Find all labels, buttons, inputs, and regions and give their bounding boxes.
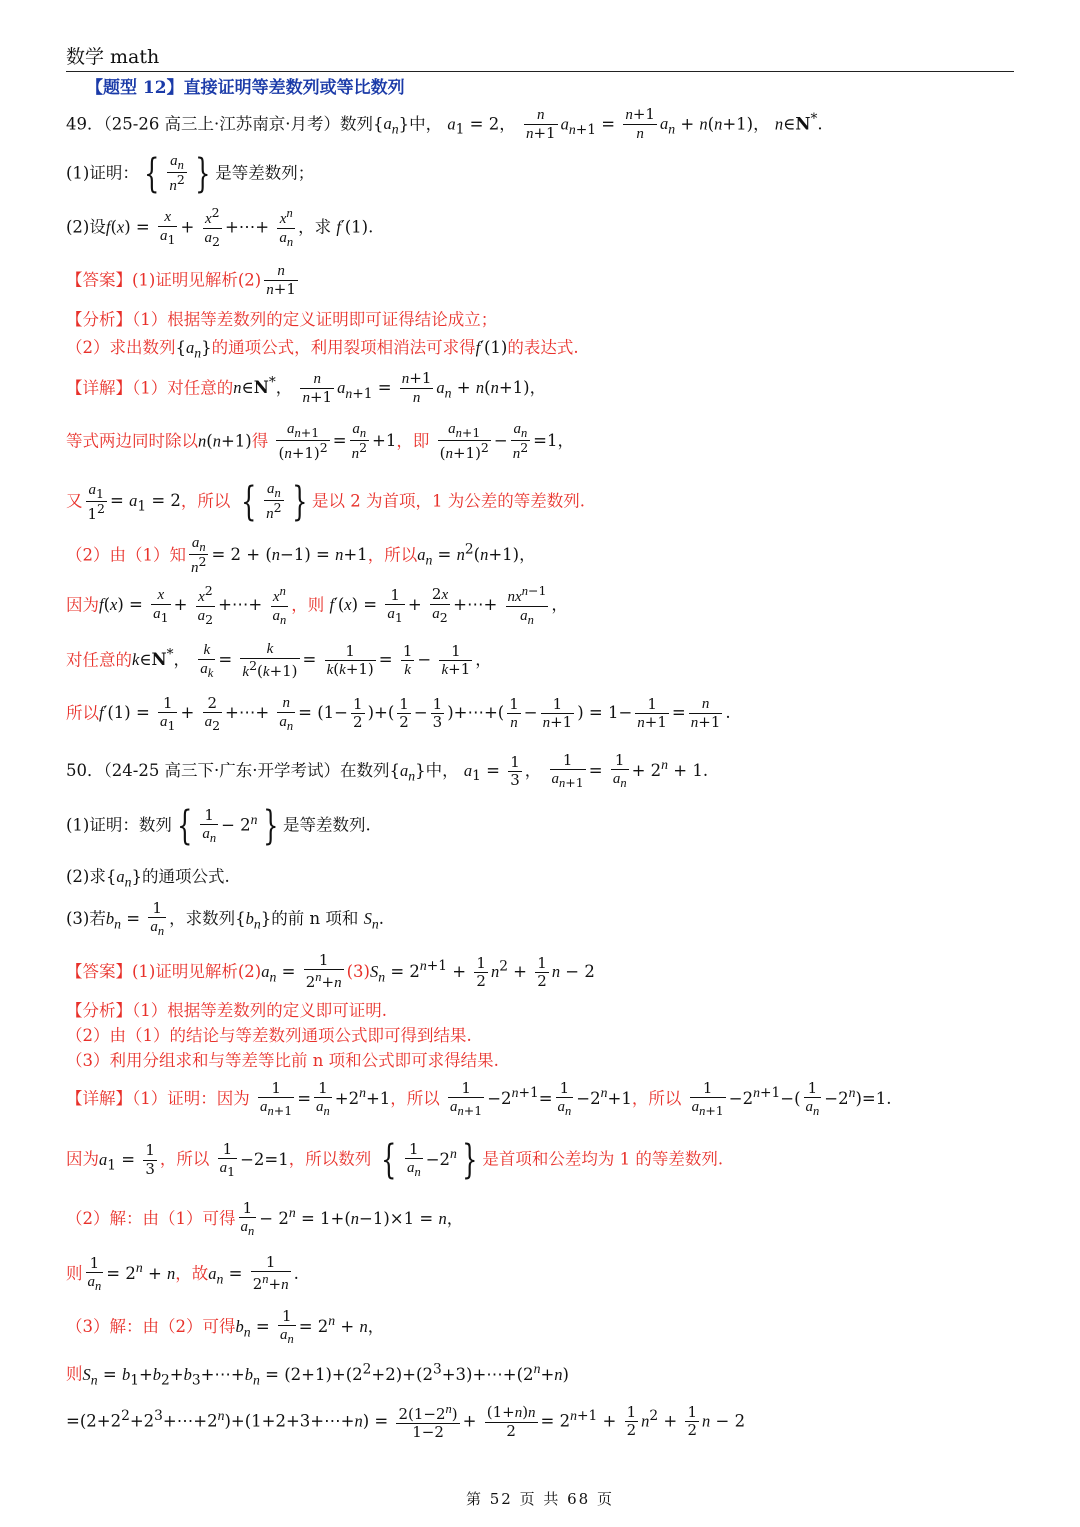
- p49-detail-1: 【详解】（1）对任意的n∈N*， $\frac{n}{n+1}$ $a_{n+1}$ = $\frac{n+1}{n}$ $a_n + n(n+1)$，: [66, 369, 547, 407]
- p50-detail-4: 则 $\frac{1}{a_n}$ = $2^n + n$，故$a_n$ = $\frac{1}{2^n+n}$ .: [66, 1253, 299, 1294]
- p50-q1: (1)证明：数列 { $\frac{1}{a_n}$ − $2^n$ } 是等差数列.: [66, 803, 371, 849]
- p49-answer: 【答案】(1)证明见解析(2) $\frac{n}{n+1}$: [66, 263, 296, 299]
- p50-detail-7: $=(2+2^2+2^3+\cdots+2^n)+(1+2+3+\cdots+n)$ = $\frac{2(1-2^n)}{1-2}$ + $\frac{(1+n)n}{2}$ = $2^{n+1}$ + $\frac{1}{2}$ $n^2$ + $\frac{1}{2}$ n − 2: [66, 1402, 746, 1442]
- p50-detail-5: （3）解：由（2）可得$b_n$ = $\frac{1}{a_n}$ = $2^n + n$，: [66, 1307, 385, 1347]
- p49-detail-2: 等式两边同时除以n(n+1)得 $\frac{a_{n+1}}{(n+1)^2}$ = $\frac{a_n}{n^2}$ +1，即 $\frac{a_{n+1}}{(n+1)^2}$ − $\frac{a_n}{n^2}$ =1，: [66, 421, 574, 463]
- p50-analysis-3: （3）利用分组求和与等差等比前 n 项和公式即可求得结果.: [66, 1051, 499, 1070]
- section-title: 【题型 12】直接证明等差数列或等比数列: [86, 78, 405, 98]
- header-divider: [66, 71, 1014, 72]
- p50-answer: 【答案】(1)证明见解析$(2)a_n$ = $\frac{1}{2^n+n}$ $(3)S_n = 2^{n+1}$ + $\frac{1}{2}$ $n^2$ + $\frac{1}{2}$ n − 2: [66, 951, 595, 992]
- p49-detail-6: 对任意的k∈N*， $\frac{k}{a_k}$ = $\frac{k}{k^2(k+1)}$ = $\frac{1}{k(k+1)}$ = $\frac{1}{k}$ − $\frac{1}{k+1}$ ，: [66, 641, 492, 681]
- p49-analysis-1: 【分析】（1）根据等差数列的定义证明即可证得结论成立；: [66, 310, 498, 329]
- p50-detail-2: 因为$a_1$ = $\frac{1}{3}$ ，所以 $\frac{1}{a_1}$ −2=1，所以数列 { $\frac{1}{a_n}$ $-2^n$ } 是首项和公差均为 1 的等差数列.: [66, 1137, 724, 1183]
- p50-analysis-1: 【分析】（1）根据等差数列的定义即可证明.: [66, 1001, 387, 1020]
- p49-detail-3: 又 $\frac{a_1}{1^2}$ = $a_1 = 2$，所以 { $\frac{a_n}{n^2}$ } 是以 2 为首项，1 为公差的等差数列.: [66, 478, 585, 525]
- p49-analysis-2: （2）求出数列$\{a_n\}$的通项公式，利用裂项相消法可求得f′(1)的表达式.: [66, 338, 579, 361]
- p50-stem: 50．（24-25 高三下·广东·开学考试）在数列$\{a_n\}$中， $a_1$ = $\frac{1}{3}$ ， $\frac{1}{a_{n+1}}$ = $\frac{1}{a_n}$ + $2^n + 1$.: [66, 751, 709, 791]
- p49-detail-4: （2）由（1）知 $\frac{a_n}{n^2}$ = 2 + (n−1) = n+1，所以$a_n = n^2(n+1)$，: [66, 535, 536, 577]
- header-title: 数学 math: [66, 46, 160, 68]
- p50-analysis-2: （2）由（1）的结论与等差数列通项公式即可得到结果.: [66, 1026, 472, 1045]
- p50-q2: (2)求$\{a_n\}$的通项公式.: [66, 867, 230, 890]
- p49-stem: 49．（25-26 高三上·江苏南京·月考）数列$\{a_n\}$中， $a_1 = 2$， $\frac{n}{n+1}$ $a_{n+1}$ = $\frac{n+1}{n}$ $a_n + n(n+1)$， n∈N*.: [66, 105, 823, 143]
- p50-q3: (3)若$b_n$ = $\frac{1}{a_n}$ ，求数列$\{b_n\}$的前 n 项和 $S_n$.: [66, 899, 384, 939]
- p49-q2: (2)设f(x) = $\frac{x}{a_1}$ + $\frac{x^2}{a_2}$ +⋯+ $\frac{x^n}{a_n}$ ，求 f′(1).: [66, 205, 374, 250]
- p49-detail-7: 所以f′(1) = $\frac{1}{a_1}$ + $\frac{2}{a_2}$ +⋯+ $\frac{n}{a_n}$ = (1− $\frac{1}{2}$ )+( $\frac{1}{2}$ − $\frac{1}{3}$ )+⋯+( $\frac{1}{n}$ − $\frac{1}{n+1}$ ) = 1− $\frac{1}{n+1}$ = $\frac{n}{n+1}$ .: [66, 693, 731, 734]
- page-number: 第 52 页 共 68 页: [465, 1490, 614, 1508]
- p50-detail-6: 则$S_n$ = $b_1+b_2+b_3+\cdots+b_n$ = $(2+1)+(2^2+2)+(2^3+3)+\cdots+(2^n+n)$: [66, 1361, 569, 1388]
- p50-detail-1: 【详解】（1）证明：因为 $\frac{1}{a_{n+1}}$ = $\frac{1}{a_n}$ $+2^n+1$，所以 $\frac{1}{a_{n+1}}$ $-2^{n+1}=$ $\frac{1}{a_n}$ $-2^n+1$，所以 $\frac{1}{a_{n+1}}$ $-2^{n+1}-$( $\frac{1}{a_n}$ $-2^n)=1$.: [66, 1079, 892, 1119]
- p50-detail-3: （2）解：由（1）可得 $\frac{1}{a_n}$ − $2^n = 1+(n-1)\times 1 = n$，: [66, 1199, 464, 1239]
- p49-q1: (1)证明： { $\frac{a_n}{n^2}$ } 是等差数列；: [66, 150, 315, 197]
- p49-detail-5: 因为f(x) = $\frac{x}{a_1}$ + $\frac{x^2}{a_2}$ +⋯+ $\frac{x^n}{a_n}$ ，则 f′(x) = $\frac{1}{a_1}$ + $\frac{2x}{a_2}$ +⋯+ $\frac{nx^{n-1}}{a_n}$ ，: [66, 583, 568, 628]
